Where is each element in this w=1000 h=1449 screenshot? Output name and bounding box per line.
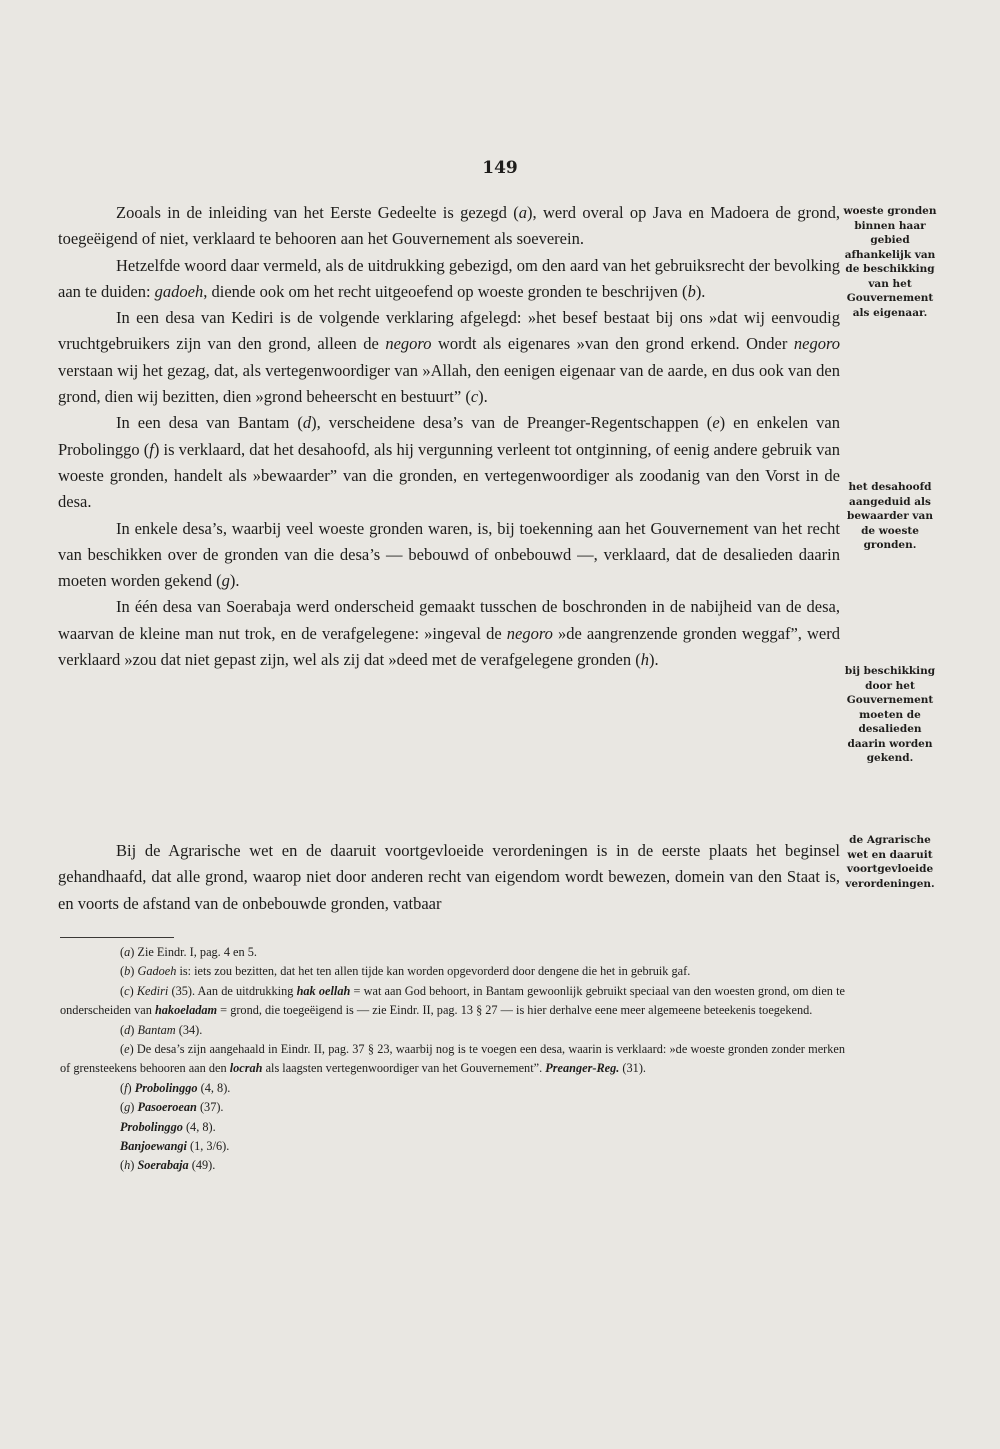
page-number: 149 <box>482 158 518 178</box>
paragraph: In een desa van Bantam (d), verscheidene desa’s van de Preanger-Regentschappen (e) en enkelen van Probolinggo (f) is verklaard, dat het desahoofd, als hij vergunning verleent tot ontginning, of eenig andere gebruik van woeste gronden, handelt als »bewaarder” van die gronden, en vertegenwoordiger als zoodanig van den Vorst in de desa. <box>58 413 840 512</box>
footnote: (e) De desa’s zijn aangehaald in Eindr. II, pag. 37 § 23, waarbij nog is te voegen een desa, waarin is verklaard: »de woeste gronden zonder merken of grensteekens behooren aan den locrah als laagsten vertegenwoordiger van het Gouvernement”. Preanger-Reg. (31). <box>60 1042 845 1076</box>
body-block-2 <box>58 838 840 917</box>
paragraph: Hetzelfde woord daar vermeld, als de uitdrukking gebezigd, om den aard van het gebruiksrecht der bevolking aan te duiden: gadoeh, diende ook om het recht uitgeoefend op woeste gronden te beschrijven (b). <box>58 255 840 301</box>
paragraph: Bij de Agrarische wet en de daaruit voortgevloeide verordeningen is in de eerste plaats het beginsel gehandhaafd, dat alle grond, waarop niet door anderen recht van eigendom wordt bewezen, domein van den Staat is, en voorts de afstand van de onbebouwde gronden, vatbaar <box>58 841 840 913</box>
margin-note: bij beschikking door het Gouvernement moeten de desalieden daarin worden gekend. <box>844 665 936 764</box>
footnote: (b) Gadoeh is: iets zou bezitten, dat het ten allen tijde kan worden opgevorderd door dengene die het in gebruik gaf. <box>120 964 691 979</box>
footnote: Probolinggo (4, 8). <box>120 1119 216 1134</box>
footnotes <box>60 943 845 1176</box>
paragraph: In één desa van Soerabaja werd onderscheid gemaakt tusschen de boschronden in de nabijheid van de desa, waarvan de kleine man nut trok, en de verafgelegene: »ingeval de negoro »de aangrenzende gronden weggaf”, werd verklaard »zou dat niet gepast zijn, wel als zij dat »deed met de verafgelegene gronden (h). <box>58 597 840 670</box>
footnote: (f) Probolinggo (4, 8). <box>120 1080 231 1095</box>
paragraph: In enkele desa’s, waarbij veel woeste gronden waren, is, bij toekenning aan het Gouvernement van het recht van beschikken over de gronden van die desa’s — bebouwd of onbebouwd —, verklaard, dat de desalieden daarin moeten worden gekend (g). <box>58 518 840 591</box>
footnote: (g) Pasoeroean (37). <box>120 1100 224 1115</box>
body-block-1 <box>58 200 840 673</box>
margin-note: woeste gronden binnen haar gebied afhankelijk van de beschikking van het Gouvernement als eigenaar. <box>843 205 937 319</box>
paragraph: Zooals in de inleiding van het Eerste Gedeelte is gezegd (a), werd overal op Java en Madoera de grond, toegeëigend of niet, verklaard te behooren aan het Gouvernement als soeverein. <box>58 203 840 249</box>
footnote: Banjoewangi (1, 3/6). <box>120 1139 230 1154</box>
margin-note: het desahoofd aangeduid als bewaarder van de woeste gronden. <box>847 481 933 551</box>
footnote: (c) Kediri (35). Aan de uitdrukking hak oellah = wat aan God behoort, in Bantam gewoonlijk gebruikt speciaal van den woesten grond, om dien te onderscheiden van hakoeladam = grond, die toegeëigend is — zie Eindr. II, pag. 13 § 27 — is hier derhalve eene meer algemeene beteekenis toegekend. <box>60 983 845 1018</box>
footnote: (h) Soerabaja (49). <box>120 1158 216 1173</box>
footnote: (a) Zie Eindr. I, pag. 4 en 5. <box>120 945 257 959</box>
paragraph: In een desa van Kediri is de volgende verklaring afgelegd: »het besef bestaat bij ons »dat wij eenvoudig vruchtgebruikers zijn van den grond, alleen de negoro wordt als eigenares »van den grond erkend. Onder negoro verstaan wij het gezag, dat, als vertegenwoordiger van »Allah, den eenigen eigenaar van de aarde, en dus ook van den grond, dien wij bezitten, dien »grond beheerscht en bestuurt” (c). <box>58 308 841 407</box>
margin-note: de Agrarische wet en daaruit voortgevloeide verordeningen. <box>845 834 935 890</box>
footnote: (d) Bantam (34). <box>120 1022 203 1037</box>
footnote-divider <box>60 937 174 938</box>
